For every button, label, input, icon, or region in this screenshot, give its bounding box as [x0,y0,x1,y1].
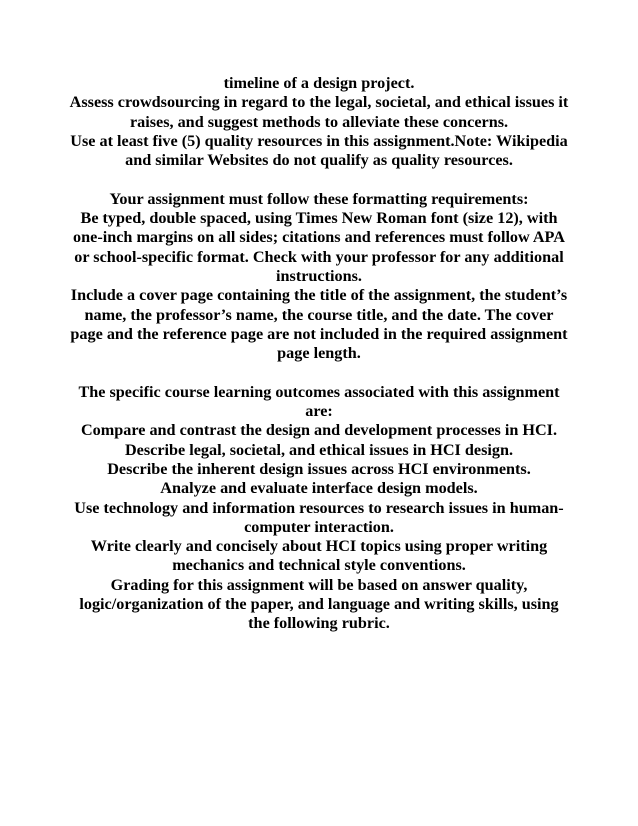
paragraph-spacer [68,170,570,189]
outcome-use-technology: Use technology and information resources to research issues in human-computer interaction. [74,498,564,536]
paragraph-timeline: timeline of a design project. [223,74,415,92]
outcome-write-clearly: Write clearly and concisely about HCI topics using proper writing mechanics and technical style conventions. [90,537,548,575]
outcome-legal-issues: Describe legal, societal, and ethical issues in HCI design. [124,440,514,459]
paragraph-formatting-typed: Be typed, double spaced, using Times New Roman font (size 12), with one-inch margins on all sides; citations and references must follow APA or school-specific format. Check with your professor for any additional instructions. [73,209,565,285]
outcome-design-issues: Describe the inherent design issues across HCI environments. [107,459,531,478]
paragraph-outcomes-heading: The specific course learning outcomes associated with this assignment are: [78,382,560,421]
outcome-compare-contrast: Compare and contrast the design and development processes in HCI. [80,421,558,440]
paragraph-formatting-cover-page: Include a cover page containing the title of the assignment, the student’s name, the professor’s name, the course title, and the date. The cover page and the reference page are not included in the required assignment page length. [70,286,568,363]
outcome-analyze-models: Analyze and evaluate interface design models. [160,479,478,498]
paragraph-grading: Grading for this assignment will be based on answer quality, logic/organization of the paper, and language and writing skills, using the following rubric. [79,575,559,633]
paragraph-formatting-heading: Your assignment must follow these formatting requirements: [109,189,529,208]
paragraph-assess-crowdsourcing: Assess crowdsourcing in regard to the legal, societal, and ethical issues it raises, and suggest methods to alleviate these concerns. [69,93,569,131]
paragraph-resources-note: Use at least five (5) quality resources in this assignment.Note: Wikipedia and similar Websites do not qualify as quality resources. [70,131,568,170]
paragraph-spacer [68,363,570,382]
document-body [68,74,570,634]
